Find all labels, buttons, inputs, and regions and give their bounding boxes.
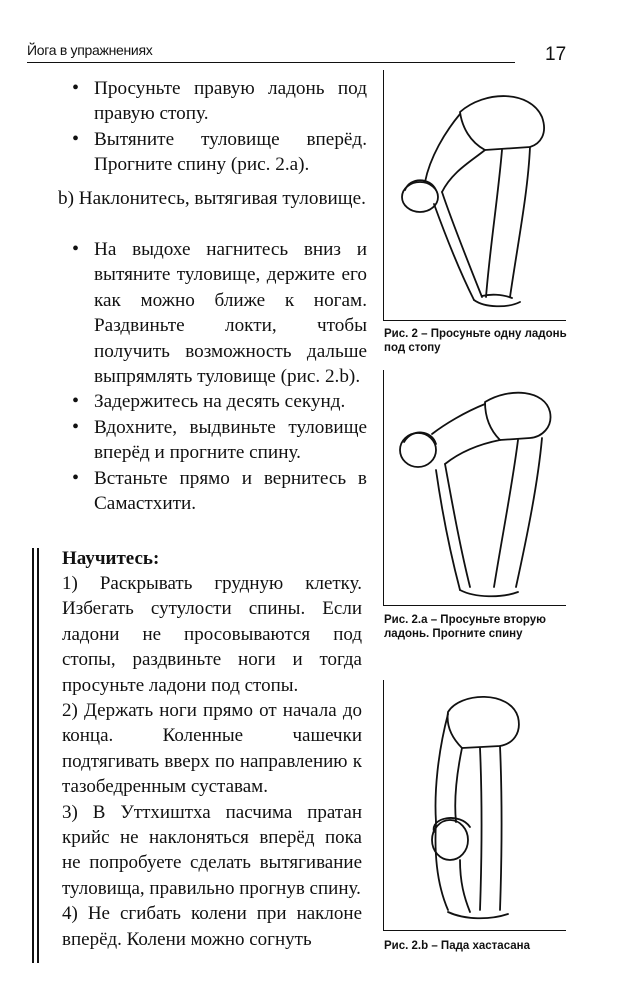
list-item: • Встаньте прямо и вернитесь в Самастхити. xyxy=(72,466,367,517)
bullet-list-b xyxy=(72,237,367,516)
figure-1-caption: Рис. 2 – Просуньте одну ладонь под стопу xyxy=(384,328,567,354)
step-b-text: b) Наклонитесь, вытягивая туловище. xyxy=(58,188,366,209)
list-item: • Задержитесь на десять секунд. xyxy=(72,389,367,414)
list-item: • Просуньте правую ладонь под правую стопу. xyxy=(72,76,367,127)
figure-2a-forward-bend-illustration xyxy=(390,372,560,604)
learn-item: 1) Раскрывать грудную клетку. Избегать сутулости спины. Если ладони не просовываются под стопы, раздвиньте ноги и тогда просуньте ладони под стопы. xyxy=(62,573,362,696)
list-item: • Вдохните, выдвиньте туловище вперёд и прогните спину. xyxy=(72,415,367,466)
learn-item: 2) Держать ноги прямо от начала до конца. Коленные чашечки подтягивать вверх по направлению к тазобедренным суставам. xyxy=(62,700,362,798)
running-header-title: Йога в упражнениях xyxy=(27,42,153,58)
page-number: 17 xyxy=(545,44,567,65)
figure-2b-pada-hastasana-illustration xyxy=(390,682,560,928)
learn-box xyxy=(62,546,362,952)
learn-item: 4) Не сгибать колени при наклоне вперёд. Колени можно согнуть xyxy=(62,903,362,950)
figure-2-caption: Рис. 2.а – Просуньте вторую ладонь. Прогните спину xyxy=(384,614,546,640)
bullet-list-top xyxy=(72,76,367,178)
learn-box-side-bar xyxy=(32,548,39,963)
list-item: • На выдохе нагнитесь вниз и вытяните туловище, держите его как можно ближе к ногам. Раздвиньте локти, чтобы получить возможность дальше выпрямлять туловище (рис. 2.b). xyxy=(72,237,367,389)
figure-3-caption: Рис. 2.b – Пада хастасана xyxy=(384,940,530,952)
header-rule xyxy=(27,62,515,63)
figure-1-forward-bend-illustration xyxy=(390,72,560,318)
list-item: • Вытяните туловище вперёд. Прогните спину (рис. 2.а). xyxy=(72,127,367,178)
learn-item: 3) В Уттхиштха пасчима пратан крийс не наклоняться вперёд пока не попробуете сделать вытягивание туловища, правильно прогнув спину. xyxy=(62,801,362,899)
learn-heading: Научитесь: xyxy=(62,548,160,569)
